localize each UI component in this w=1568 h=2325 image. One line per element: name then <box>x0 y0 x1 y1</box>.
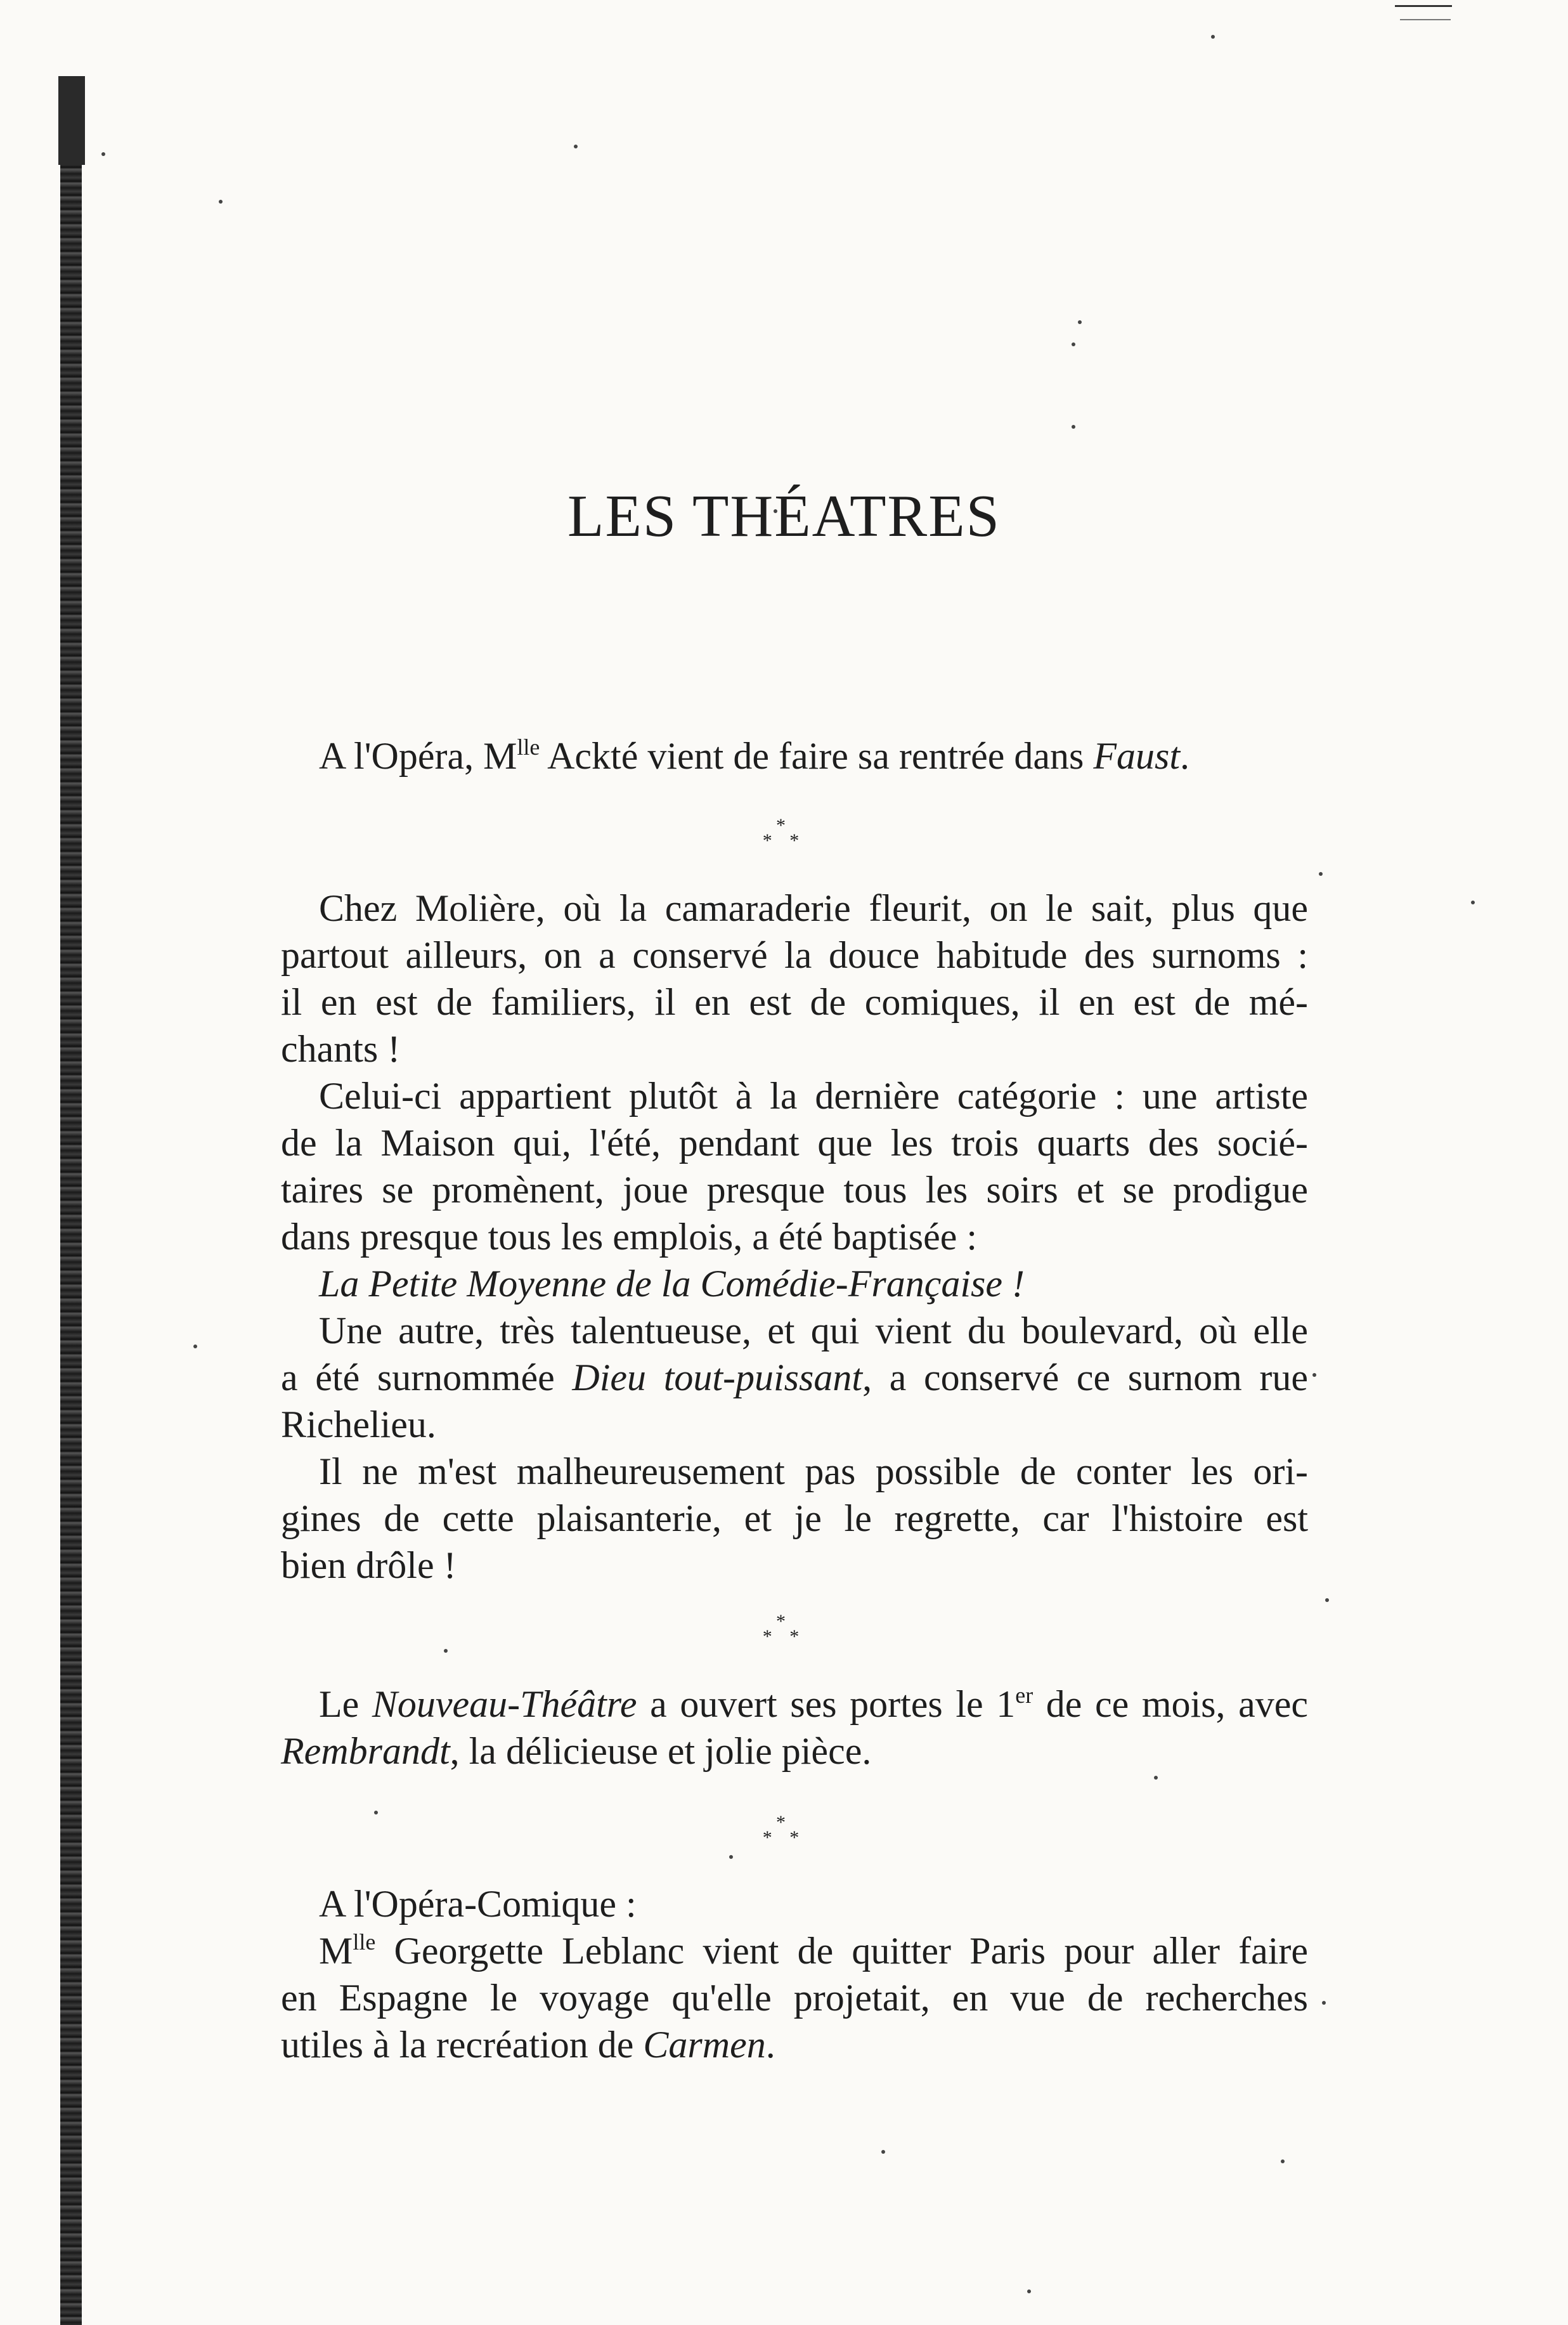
paper-speck <box>101 152 105 156</box>
paragraph-opera <box>281 733 1308 779</box>
asterism-separator: * * * <box>762 1812 806 1848</box>
italic-title: Rembrandt <box>281 1730 450 1772</box>
text-line: A l'Opéra-Comique : <box>319 1883 637 1925</box>
paper-speck <box>1154 1776 1158 1780</box>
corner-rule <box>1395 5 1452 7</box>
paper-speck <box>1312 1373 1316 1377</box>
paper-speck <box>1078 320 1082 324</box>
italic-nickname: Dieu tout-puissant <box>572 1357 863 1398</box>
paper-speck <box>1471 901 1475 904</box>
text-line: partout ailleurs, on a conservé la douce habitude des surnoms : <box>281 934 1308 976</box>
superscript: lle <box>353 1929 376 1955</box>
paper-speck <box>574 145 578 148</box>
paragraph-une-autre <box>281 1307 1308 1448</box>
book-binding-edge <box>60 76 82 2325</box>
paragraph-celui-ci <box>281 1072 1308 1307</box>
text-span: , la délicieuse et jolie pièce. <box>450 1730 872 1772</box>
text-line: Il ne m'est malheureusement pas possible de conter les ori- <box>319 1450 1308 1492</box>
text-line: de la Maison qui, l'été, pendant que les trois quarts des socié- <box>281 1122 1308 1164</box>
text-line: taires se promènent, joue presque tous les soirs et se prodigue <box>281 1169 1308 1211</box>
text-span: A l'Opéra, M <box>319 735 517 777</box>
paper-speck <box>1319 872 1323 876</box>
paper-speck <box>1072 425 1075 429</box>
text-span: Ackté vient de faire sa rentrée dans <box>540 735 1094 777</box>
paper-speck <box>1281 2159 1285 2163</box>
paragraph-opera-comique <box>281 1880 1308 2068</box>
text-line: Richelieu. <box>281 1403 436 1445</box>
paper-speck <box>219 200 223 204</box>
text-line: Chez Molière, où la camaraderie fleurit, on le sait, plus que <box>319 887 1308 929</box>
text-line: il en est de familiers, il en est de comiques, il en est de mé- <box>281 981 1308 1023</box>
paragraph-moliere <box>281 885 1308 1072</box>
text-span: de ce mois, avec <box>1033 1683 1309 1725</box>
asterism-separator: * * * <box>762 1611 806 1647</box>
text-line: en Espagne le voyage qu'elle projetait, en vue de recherches <box>281 1977 1308 2019</box>
paper-speck <box>374 1811 378 1814</box>
text-span: a été surnommée <box>281 1357 573 1398</box>
italic-nickname: La Petite Moyenne de la Comédie-Française ! <box>319 1263 1025 1305</box>
text-line: Une autre, très talentueuse, et qui vient du boulevard, où elle <box>319 1310 1308 1351</box>
binding-shadow <box>58 76 85 165</box>
superscript: lle <box>517 734 540 760</box>
italic-title: Faust <box>1093 735 1181 777</box>
paper-speck <box>881 2150 885 2154</box>
text-span: . <box>765 2024 775 2066</box>
page-title: LES THÉATRES <box>567 483 1001 549</box>
paper-speck <box>1027 2289 1031 2293</box>
text-span: Le <box>319 1683 372 1725</box>
paper-speck <box>1072 342 1075 346</box>
paper-speck <box>444 1649 448 1653</box>
text-span: . <box>1180 735 1190 777</box>
paragraph-origines <box>281 1448 1308 1589</box>
italic-title: Nouveau-Théâtre <box>372 1683 637 1725</box>
text-span: M <box>319 1930 353 1972</box>
paper-speck <box>193 1345 197 1348</box>
text-line: dans presque tous les emplois, a été baptisée : <box>281 1216 978 1258</box>
paper-speck <box>729 1855 733 1859</box>
corner-rule-2 <box>1400 19 1451 20</box>
text-span: , a conservé ce surnom rue <box>862 1357 1308 1398</box>
asterism-separator: * * * <box>762 815 806 851</box>
text-line: gines de cette plaisanterie, et je le regrette, car l'histoire est <box>281 1497 1308 1539</box>
paper-speck <box>1322 2001 1326 2005</box>
paragraph-nouveau-theatre <box>281 1681 1308 1775</box>
text-line: chants ! <box>281 1028 401 1070</box>
text-line: bien drôle ! <box>281 1544 457 1586</box>
text-line: Celui-ci appartient plutôt à la dernière catégorie : une artiste <box>319 1075 1308 1117</box>
italic-title: Carmen <box>643 2024 766 2066</box>
text-span: Georgette Leblanc vient de quitter Paris pour aller faire <box>375 1930 1308 1972</box>
superscript: er <box>1015 1683 1033 1708</box>
paper-speck <box>1211 35 1215 39</box>
paper-speck <box>1325 1598 1329 1602</box>
text-span: utiles à la recréation de <box>281 2024 644 2066</box>
text-span: a ouvert ses portes le 1 <box>637 1683 1016 1725</box>
